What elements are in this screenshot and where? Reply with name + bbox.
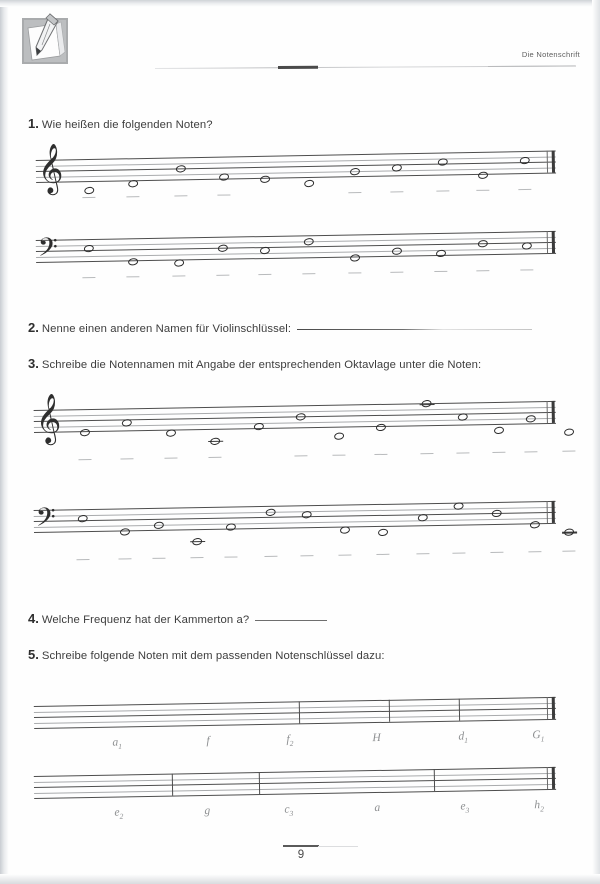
- note-letter: e: [114, 806, 120, 819]
- answer-blank[interactable]: [348, 192, 361, 193]
- answer-blank[interactable]: [82, 197, 95, 198]
- whole-note: [77, 514, 88, 523]
- whole-note: [260, 175, 271, 184]
- question-3-text: Schreibe die Notennamen mit Angabe der entsprechenden Oktavlage unter die Noten:: [41, 359, 482, 371]
- note-letter: f: [286, 733, 290, 746]
- note-name-label: [534, 799, 544, 813]
- final-barline: [552, 767, 556, 789]
- question-4-text: Welche Frequenz hat der Kammerton a?: [41, 614, 250, 626]
- whole-note: [153, 521, 164, 530]
- whole-note: [295, 413, 306, 422]
- question-5-number: 5.: [28, 647, 39, 662]
- answer-blank[interactable]: [528, 551, 541, 552]
- whole-note: [265, 508, 276, 517]
- answer-blank[interactable]: [562, 451, 575, 452]
- question-5-text: Schreibe folgende Noten mit dem passenden Notenschlüssel dazu:: [41, 650, 385, 662]
- scan-edge-left: [0, 0, 9, 884]
- note-name-label: [460, 801, 469, 815]
- barline: [259, 772, 260, 794]
- whole-note: [304, 179, 315, 188]
- staff-line: [34, 697, 556, 707]
- answer-blank[interactable]: [390, 191, 403, 192]
- whole-note: [521, 242, 532, 251]
- answer-blank[interactable]: [152, 558, 165, 559]
- scan-edge-right: [592, 0, 600, 884]
- answer-blank[interactable]: [476, 190, 489, 191]
- note-name-label: [112, 737, 122, 751]
- whole-note: [210, 437, 221, 446]
- answer-blank[interactable]: [420, 453, 433, 454]
- barline: [389, 700, 390, 722]
- answer-blank[interactable]: [338, 554, 351, 555]
- whole-note: [79, 428, 90, 437]
- exercise5-staff-row-2[interactable]: [33, 749, 556, 822]
- whole-note: [391, 247, 402, 256]
- whole-note: [350, 253, 361, 262]
- staff-line: [34, 767, 556, 777]
- whole-note: [175, 165, 186, 174]
- note-name-label: [532, 729, 544, 744]
- whole-note: [225, 523, 236, 532]
- bass-clef-icon: 𝄢: [35, 502, 57, 539]
- treble-clef-icon: 𝄞: [37, 143, 64, 194]
- answer-blank[interactable]: [126, 196, 139, 197]
- final-barline: [552, 697, 556, 719]
- barline: [547, 151, 548, 173]
- answer-blank[interactable]: [562, 551, 575, 552]
- answer-blank[interactable]: [452, 552, 465, 553]
- note-name-label: [286, 734, 293, 748]
- note-name-label: [372, 732, 381, 744]
- whole-note: [259, 246, 270, 255]
- answer-blank[interactable]: [436, 190, 449, 191]
- staff-line: [36, 150, 556, 161]
- whole-note: [564, 428, 575, 437]
- barline: [547, 767, 548, 789]
- scan-edge-bottom: [0, 874, 600, 884]
- whole-note: [493, 426, 504, 435]
- note-name-label: [374, 802, 380, 814]
- barline: [547, 697, 548, 719]
- answer-blank[interactable]: [76, 559, 89, 560]
- whole-note: [477, 240, 488, 249]
- whole-note: [478, 171, 489, 180]
- answer-blank[interactable]: [208, 457, 221, 458]
- staff-line: [34, 501, 556, 511]
- whole-note: [491, 509, 502, 518]
- page-title: Die Notenschrift: [521, 50, 580, 59]
- footer-rule-faint: [318, 846, 358, 847]
- answer-blank[interactable]: [217, 194, 230, 195]
- whole-note: [128, 180, 139, 189]
- note-octave-subscript: 3: [465, 806, 470, 816]
- answer-blank[interactable]: [492, 452, 505, 453]
- question-2: [28, 320, 532, 335]
- answer-blank[interactable]: [118, 558, 131, 559]
- note-letter: G: [532, 729, 541, 742]
- answer-blank[interactable]: [190, 557, 203, 558]
- whole-note: [303, 237, 314, 246]
- note-octave-subscript: 2: [540, 804, 545, 814]
- note-letter: d: [458, 730, 465, 743]
- note-letter: a: [112, 736, 119, 750]
- whole-note: [217, 244, 228, 253]
- whole-note: [349, 167, 360, 176]
- note-letter: g: [204, 805, 211, 818]
- answer-blank[interactable]: [174, 195, 187, 196]
- answer-blank[interactable]: [434, 271, 447, 272]
- whole-note: [174, 259, 185, 268]
- whole-note: [453, 502, 464, 511]
- answer-blank[interactable]: [264, 556, 277, 557]
- staff-line: [36, 231, 556, 241]
- note-name-label: [206, 735, 209, 747]
- whole-note: [339, 526, 350, 535]
- question-3: [28, 356, 481, 371]
- page-header: [0, 0, 600, 95]
- answer-blank[interactable]: [524, 451, 537, 452]
- whole-note: [192, 537, 203, 546]
- whole-note: [457, 413, 468, 422]
- question-3-number: 3.: [28, 356, 39, 371]
- answer-blank[interactable]: [78, 459, 91, 460]
- whole-note: [83, 244, 94, 253]
- whole-note: [253, 422, 264, 431]
- note-octave-subscript: 1: [464, 736, 469, 746]
- answer-blank[interactable]: [490, 552, 503, 553]
- answer-blank[interactable]: [518, 189, 531, 190]
- question-1: [28, 116, 213, 131]
- whole-note: [421, 400, 432, 409]
- whole-note: [334, 432, 345, 441]
- page-number: 9: [297, 849, 305, 861]
- whole-note: [519, 156, 530, 165]
- whole-note: [391, 164, 402, 173]
- whole-note: [128, 257, 139, 266]
- question-4-number: 4.: [28, 611, 39, 626]
- whole-note: [435, 249, 446, 258]
- header-accent-mark: [278, 66, 318, 69]
- note-letter: h: [534, 799, 541, 812]
- bass-clef-icon: 𝄢: [37, 232, 59, 269]
- answer-blank[interactable]: [126, 276, 139, 277]
- note-name-label: [284, 804, 293, 818]
- barline: [299, 701, 300, 723]
- staff-question3-treble: [33, 383, 556, 472]
- whole-note: [375, 423, 386, 432]
- final-barline: [552, 401, 556, 423]
- whole-note: [564, 528, 575, 537]
- barline: [547, 401, 548, 423]
- note-name-label: [114, 807, 123, 821]
- answer-blank[interactable]: [520, 269, 533, 270]
- answer-blank[interactable]: [416, 553, 429, 554]
- barline: [459, 699, 460, 721]
- note-octave-subscript: 1: [118, 742, 123, 752]
- final-barline: [552, 501, 556, 523]
- header-title-underline: [488, 65, 576, 67]
- answer-blank[interactable]: [164, 458, 177, 459]
- whole-note: [301, 510, 312, 519]
- note-letter: e: [460, 800, 466, 813]
- whole-note: [378, 528, 389, 537]
- answer-blank[interactable]: [332, 455, 345, 456]
- staff-question3-bass: [33, 483, 556, 572]
- note-octave-subscript: 2: [289, 739, 294, 749]
- staff-line: [34, 401, 556, 411]
- pen-and-paper-icon: [20, 12, 75, 68]
- answer-blank[interactable]: [300, 555, 313, 556]
- whole-note: [121, 419, 132, 428]
- staff-question1-bass: [35, 213, 556, 288]
- treble-clef-icon: 𝄞: [35, 393, 62, 444]
- barline: [547, 231, 548, 253]
- whole-note: [529, 520, 540, 529]
- note-letter: H: [372, 732, 381, 745]
- note-letter: f: [206, 735, 210, 748]
- question-4-answer-blank[interactable]: [255, 620, 327, 621]
- answer-blank[interactable]: [476, 270, 489, 271]
- note-name-label: [458, 731, 468, 745]
- note-letter: a: [374, 802, 381, 815]
- question-1-number: 1.: [28, 116, 39, 131]
- whole-note: [84, 186, 95, 195]
- answer-blank[interactable]: [82, 277, 95, 278]
- answer-blank[interactable]: [216, 275, 229, 276]
- question-4: [28, 611, 327, 626]
- question-2-number: 2.: [28, 320, 39, 335]
- whole-note: [165, 429, 176, 438]
- whole-note: [119, 527, 130, 536]
- final-barline: [552, 150, 556, 172]
- barline: [172, 774, 173, 796]
- final-barline: [552, 231, 556, 253]
- whole-note: [417, 514, 428, 523]
- answer-blank[interactable]: [390, 272, 403, 273]
- note-letter: c: [284, 803, 290, 817]
- answer-blank[interactable]: [374, 454, 387, 455]
- question-5: [28, 647, 385, 662]
- note-octave-subscript: 3: [289, 809, 294, 819]
- note-octave-subscript: 1: [540, 734, 545, 744]
- note-octave-subscript: 2: [119, 812, 124, 822]
- staff-question1-treble: [35, 132, 556, 208]
- barline: [547, 501, 548, 523]
- answer-blank[interactable]: [120, 458, 133, 459]
- footer-rule: [283, 845, 319, 847]
- question-2-text: Nenne einen anderen Namen für Violinschlüssel:: [41, 323, 292, 335]
- answer-blank[interactable]: [258, 274, 271, 275]
- answer-blank[interactable]: [294, 455, 307, 456]
- answer-blank[interactable]: [348, 272, 361, 273]
- answer-blank[interactable]: [172, 275, 185, 276]
- whole-note: [525, 415, 536, 424]
- answer-blank[interactable]: [376, 554, 389, 555]
- exercise5-staff-row-1[interactable]: [33, 679, 556, 752]
- whole-note: [219, 173, 230, 182]
- answer-blank[interactable]: [224, 556, 237, 557]
- whole-note: [437, 157, 448, 166]
- answer-blank[interactable]: [302, 273, 315, 274]
- answer-blank[interactable]: [456, 452, 469, 453]
- question-2-answer-blank[interactable]: [297, 329, 532, 330]
- note-name-label: [204, 805, 210, 817]
- question-1-text: Wie heißen die folgenden Noten?: [41, 119, 213, 131]
- barline: [434, 769, 435, 791]
